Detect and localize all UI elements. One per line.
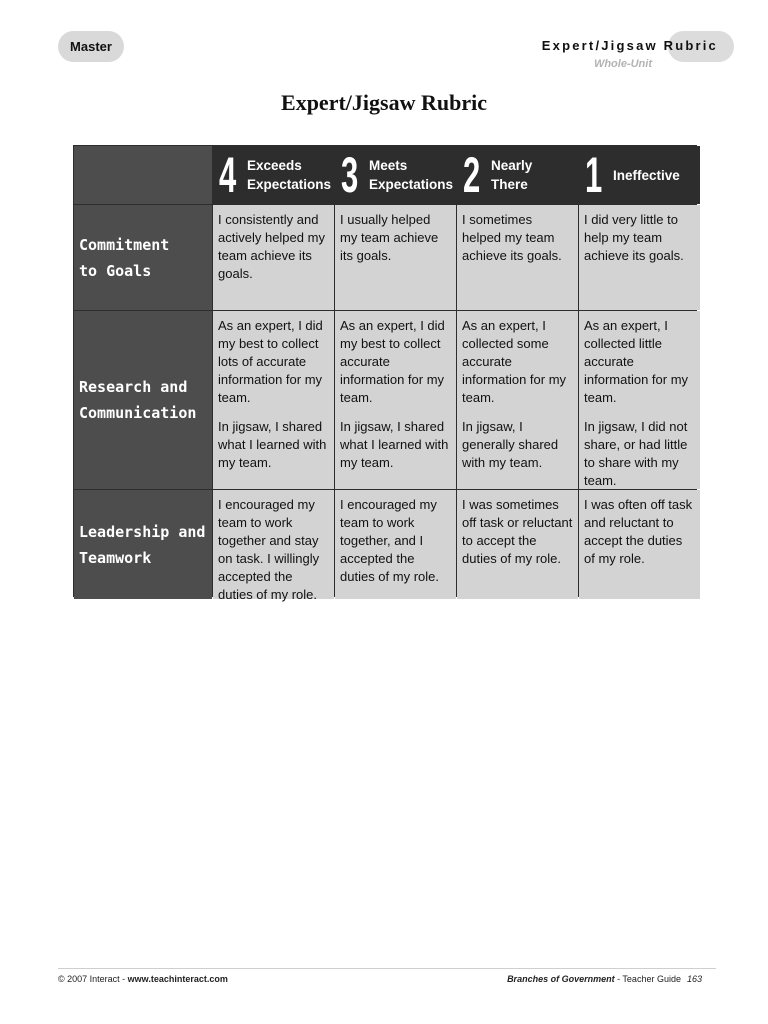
cell-text: In jigsaw, I shared what I learned with my team.	[218, 419, 327, 470]
book-title: Branches of Government	[507, 974, 615, 984]
level-label-line1: Exceeds	[247, 158, 302, 173]
cell-text: I usually helped my team achieve its goals.	[340, 212, 439, 263]
level-number: 3	[341, 147, 359, 203]
website-link[interactable]: www.teachinteract.com	[127, 974, 228, 984]
cell-text: I consistently and actively helped my team achieve its goals.	[218, 212, 325, 281]
cell-text: I did very little to help my team achieve its goals.	[584, 212, 684, 263]
header-title: Expert/Jigsaw Rubric	[541, 38, 718, 53]
level-header-1	[579, 146, 700, 204]
page-title: Expert/Jigsaw Rubric	[281, 90, 487, 115]
level-label-line1: Nearly	[491, 158, 533, 173]
level-label	[247, 156, 331, 194]
cell-text: As an expert, I did my best to collect accurate information for my team.	[340, 318, 445, 405]
cell-text: I sometimes helped my team achieve its goals.	[462, 212, 562, 263]
level-label-line2: Expectations	[247, 177, 332, 192]
cell-text: I was sometimes off task or reluctant to accept the duties of my role.	[462, 497, 573, 566]
level-number: 1	[585, 147, 603, 203]
page-number: 163	[686, 974, 702, 984]
criterion-leadership-and-teamwork	[74, 490, 212, 599]
cell-text: As an expert, I did my best to collect lots of accurate information for my team.	[218, 318, 323, 405]
footer-book-info	[507, 974, 702, 984]
cell-text: I was often off task and reluctant to accept the duties of my role.	[584, 497, 693, 566]
copyright-text: © 2007 Interact -	[58, 974, 128, 984]
criterion-line1: Research and	[79, 378, 188, 396]
cell-text: In jigsaw, I shared what I learned with my team.	[340, 419, 449, 470]
rubric-cell	[579, 205, 700, 310]
rubric-cell	[457, 311, 578, 489]
level-label	[613, 166, 680, 185]
level-label-line2: Expectations	[369, 177, 454, 192]
header-subtitle: Whole-Unit	[593, 58, 652, 70]
guide-label: - Teacher Guide	[614, 974, 681, 984]
level-header-4	[213, 146, 334, 204]
criterion-line1: Leadership and	[79, 522, 206, 541]
footer-divider	[58, 968, 716, 969]
cell-text: In jigsaw, I generally shared with my team.	[462, 419, 559, 470]
criterion-line2: Communication	[79, 404, 197, 422]
rubric-cell	[335, 311, 456, 489]
cell-text: I encouraged my team to work together, and I accepted the duties of my role.	[340, 497, 439, 584]
level-number: 2	[463, 147, 481, 203]
criterion-line2: Teamwork	[79, 548, 152, 567]
rubric-cell	[335, 205, 456, 310]
rubric-cell	[213, 490, 334, 602]
cell-text: I encouraged my team to work together and stay on task. I willingly accepted the duties of my role.	[218, 497, 320, 602]
criterion-line2: to Goals	[79, 261, 152, 280]
level-number: 4	[219, 147, 237, 203]
cell-text: As an expert, I collected some accurate information for my team.	[462, 318, 567, 405]
rubric-cell	[213, 311, 334, 489]
rubric-cell	[579, 311, 700, 489]
level-label	[369, 156, 453, 194]
cell-text: In jigsaw, I did not share, or had little to share with my team.	[584, 419, 688, 488]
rubric-cell	[579, 490, 700, 599]
level-label-line1: Ineffective	[613, 167, 680, 183]
level-header-2	[457, 146, 578, 204]
rubric-table	[73, 145, 697, 602]
criterion-line1: Commitment	[79, 235, 170, 254]
table-corner-cell	[74, 146, 212, 204]
footer-copyright	[58, 974, 228, 984]
level-label	[491, 156, 532, 194]
criterion-research-and-communication	[74, 311, 212, 489]
cell-text: As an expert, I collected little accurate information for my team.	[584, 318, 689, 405]
level-label-line2: There	[491, 177, 528, 192]
rubric-cell	[457, 490, 578, 599]
rubric-cell	[457, 205, 578, 310]
rubric-cell	[213, 205, 334, 310]
criterion-commitment-to-goals	[74, 205, 212, 310]
rubric-cell	[335, 490, 456, 599]
level-header-3	[335, 146, 456, 204]
level-label-line1: Meets	[369, 158, 408, 173]
master-badge: Master	[58, 31, 124, 62]
